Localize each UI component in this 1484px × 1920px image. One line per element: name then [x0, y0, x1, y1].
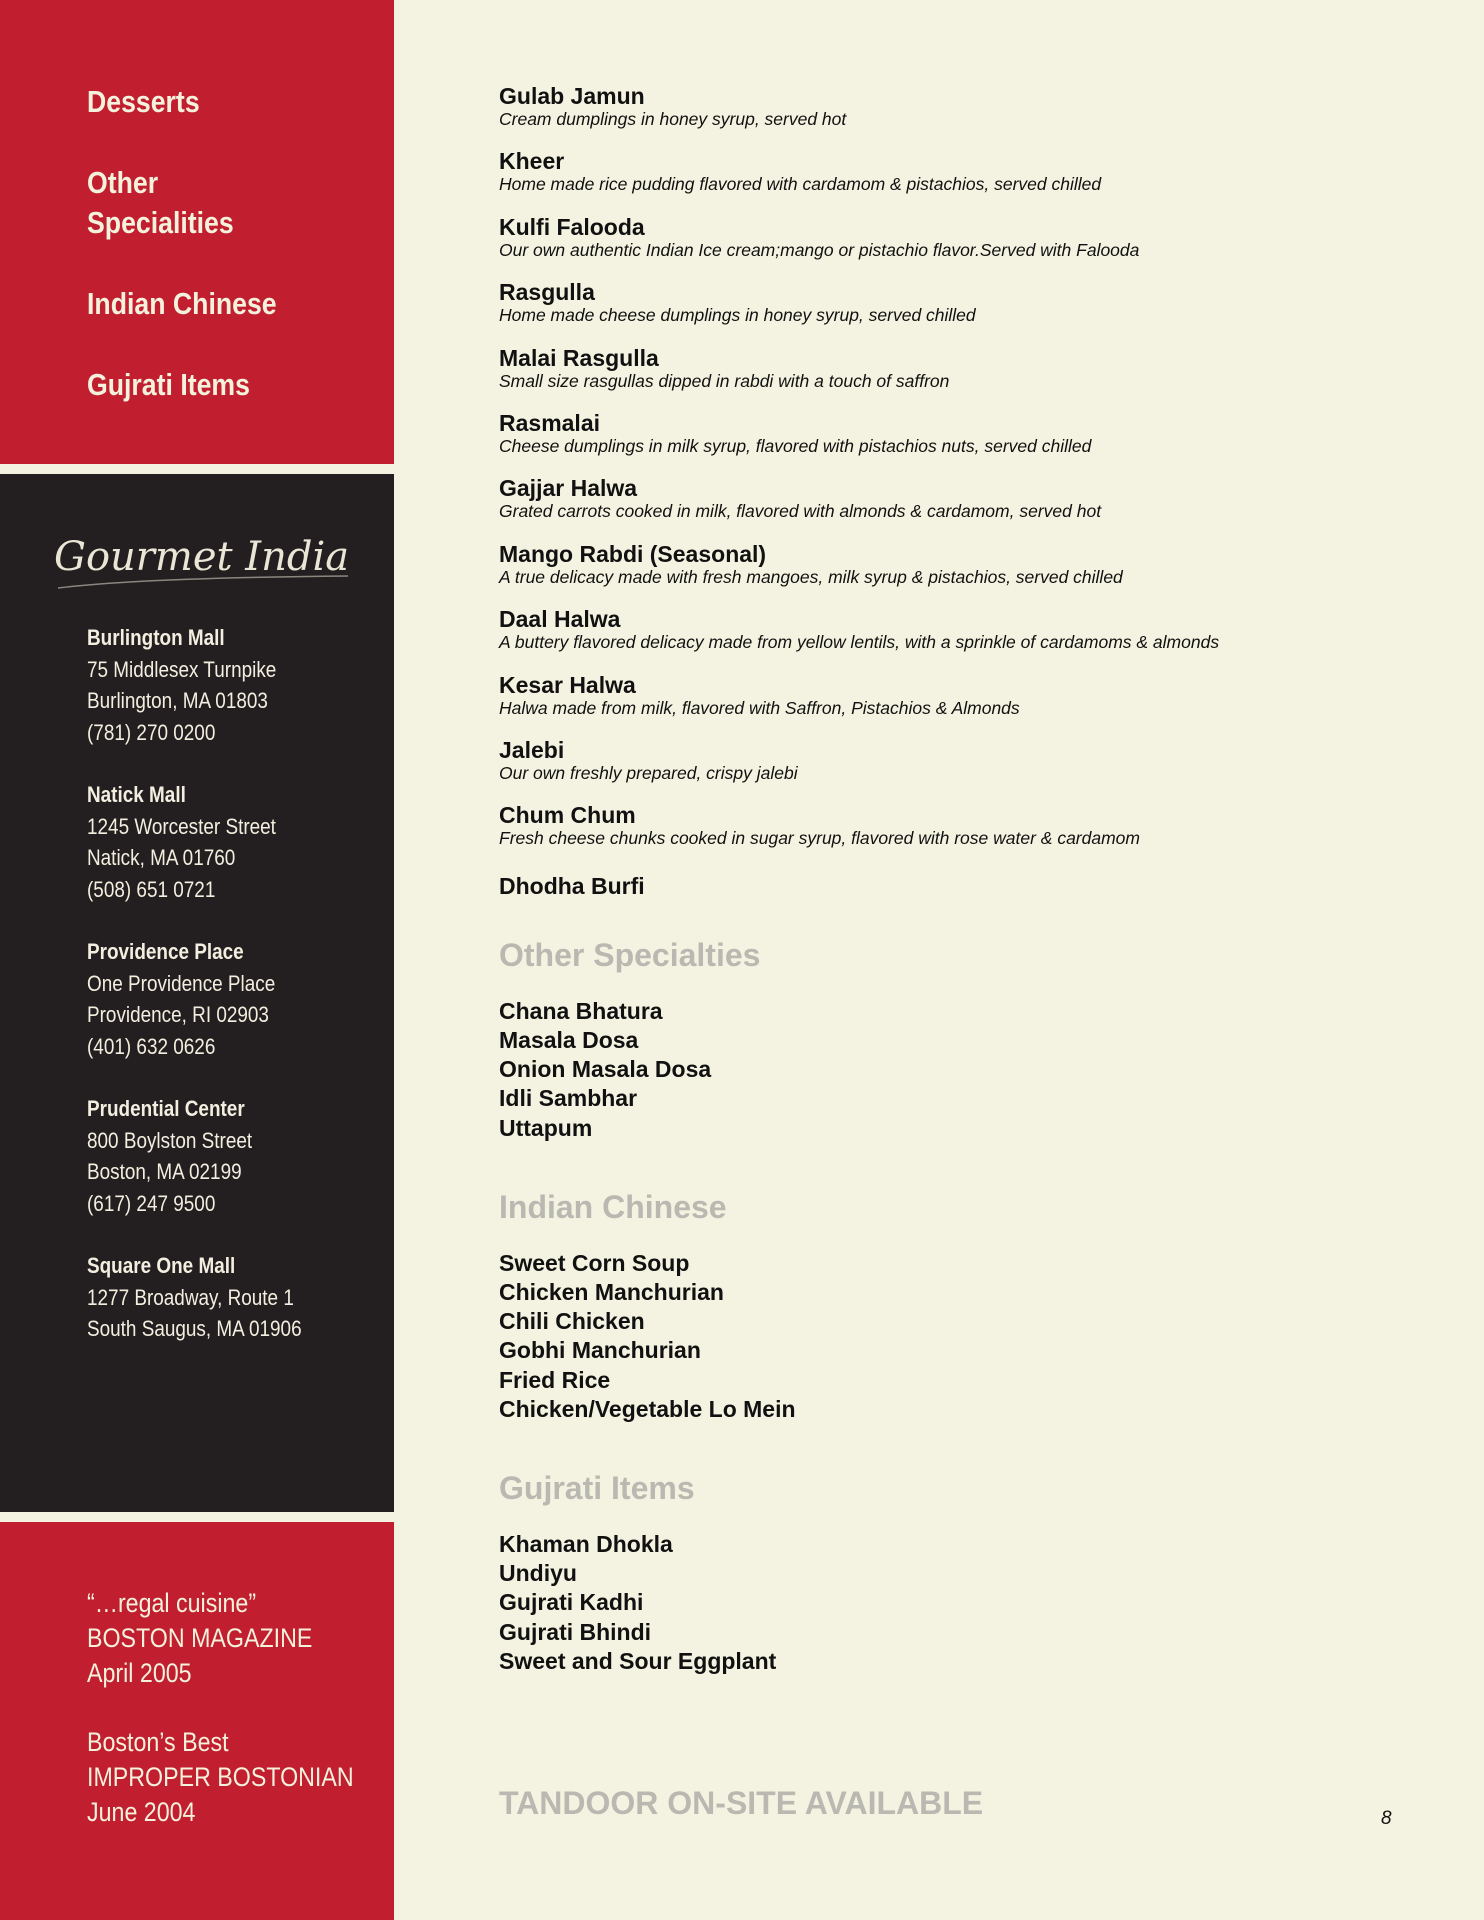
- dish-item: [499, 344, 1459, 409]
- dish-name: Daal Halwa: [499, 606, 621, 633]
- dish-description: Grated carrots cooked in milk, flavored with almonds & cardamom, served hot: [499, 501, 1102, 522]
- quote-source: IMPROPER BOSTONIAN: [87, 1762, 354, 1792]
- section-title: Gujrati Items: [499, 1469, 695, 1506]
- dish-name: Mango Rabdi (Seasonal): [499, 540, 767, 567]
- dish-description: Home made cheese dumplings in honey syrup, served chilled: [499, 305, 976, 326]
- location-street: 800 Boylston Street: [87, 1127, 253, 1153]
- dish-description: Cream dumplings in honey syrup, served hot: [499, 109, 847, 129]
- press-quotes: [87, 1586, 387, 1864]
- location-burlington: [87, 622, 387, 748]
- dish-name: Dhodha Burfi: [499, 872, 645, 899]
- nav-item-desserts[interactable]: Desserts: [87, 84, 200, 119]
- section-gujrati-items: [499, 1468, 1459, 1676]
- dish-description: A true delicacy made with fresh mangoes, milk syrup & pistachios, served chilled: [499, 566, 1123, 587]
- location-street: 1245 Worcester Street: [87, 813, 276, 839]
- dish-item: [499, 213, 1459, 278]
- location-city: Providence, RI 02903: [87, 1002, 269, 1027]
- list-item: Khaman Dhokla: [499, 1530, 673, 1557]
- location-natick: [87, 779, 387, 905]
- dish-item: [499, 671, 1459, 736]
- section-other-specialties: [499, 935, 1459, 1143]
- press-quote: [87, 1586, 387, 1691]
- dish-name: Rasmalai: [499, 409, 601, 436]
- list-item: Chicken Manchurian: [499, 1278, 724, 1305]
- location-city: South Saugus, MA 01906: [87, 1316, 302, 1341]
- dish-description: Small size rasgullas dipped in rabdi with a touch of saffron: [499, 370, 950, 391]
- item-list: [499, 997, 1459, 1143]
- dish-item: [499, 474, 1459, 539]
- list-item: Fried Rice: [499, 1366, 611, 1393]
- dish-description: Our own freshly prepared, crispy jalebi: [499, 762, 798, 783]
- gourmet-india-logo: [48, 510, 358, 600]
- dish-item: [499, 540, 1459, 605]
- location-phone[interactable]: (401) 632 0626: [87, 1033, 216, 1059]
- location-phone[interactable]: (617) 247 9500: [87, 1190, 216, 1216]
- location-phone[interactable]: (781) 270 0200: [87, 719, 216, 745]
- location-name: Prudential Center: [87, 1096, 245, 1121]
- location-providence: [87, 936, 387, 1062]
- list-item: Sweet and Sour Eggplant: [499, 1647, 777, 1674]
- quote-source: BOSTON MAGAZINE: [87, 1623, 313, 1653]
- location-street: 1277 Broadway, Route 1: [87, 1284, 294, 1310]
- list-item: Sweet Corn Soup: [499, 1249, 690, 1276]
- dish-name: Kulfi Falooda: [499, 213, 645, 240]
- list-item: Chicken/Vegetable Lo Mein: [499, 1395, 796, 1422]
- dish-item: [499, 867, 1459, 927]
- dish-name: Malai Rasgulla: [499, 344, 659, 371]
- list-item: Onion Masala Dosa: [499, 1056, 712, 1083]
- list-item: Uttapum: [499, 1114, 593, 1141]
- quote-text: “…regal cuisine”: [87, 1588, 257, 1618]
- dish-description: Halwa made from milk, flavored with Saffron, Pistachios & Almonds: [499, 697, 1020, 718]
- dish-name: Chum Chum: [499, 802, 636, 829]
- svg-text:Gourmet India: Gourmet India: [54, 534, 350, 580]
- dish-name: Kesar Halwa: [499, 671, 636, 698]
- section-nav: [87, 82, 387, 446]
- page-number: 8: [1381, 1808, 1392, 1829]
- menu-content: [499, 82, 1459, 1676]
- nav-item-other-specialities[interactable]: Other Specialities: [87, 165, 234, 240]
- section-indian-chinese: [499, 1187, 1459, 1424]
- location-prudential: [87, 1093, 387, 1219]
- location-name: Square One Mall: [87, 1253, 236, 1278]
- dish-item: [499, 605, 1459, 670]
- desserts-list: [499, 82, 1459, 927]
- dish-name: Gajjar Halwa: [499, 475, 638, 502]
- quote-date: April 2005: [87, 1658, 192, 1688]
- dish-description: Fresh cheese chunks cooked in sugar syrup, flavored with rose water & cardamom: [499, 828, 1140, 849]
- tandoor-notice: TANDOOR ON-SITE AVAILABLE: [499, 1785, 984, 1821]
- dish-item: [499, 82, 1459, 147]
- dish-name: Jalebi: [499, 736, 565, 763]
- item-list: [499, 1530, 1459, 1676]
- dish-item: [499, 147, 1459, 212]
- quote-date: June 2004: [87, 1797, 196, 1827]
- dish-name: Kheer: [499, 148, 565, 175]
- dish-name: Rasgulla: [499, 279, 595, 306]
- list-item: Gujrati Kadhi: [499, 1589, 644, 1616]
- dish-description: A buttery flavored delicacy made from yellow lentils, with a sprinkle of cardamoms & almonds: [499, 632, 1220, 653]
- list-item: Undiyu: [499, 1560, 577, 1587]
- dish-item: [499, 409, 1459, 474]
- list-item: Chana Bhatura: [499, 997, 663, 1024]
- nav-item-gujrati-items[interactable]: Gujrati Items: [87, 367, 250, 402]
- quote-text: Boston’s Best: [87, 1727, 229, 1757]
- list-item: Chili Chicken: [499, 1308, 645, 1335]
- nav-item-indian-chinese[interactable]: Indian Chinese: [87, 286, 277, 321]
- section-title: Other Specialties: [499, 936, 761, 973]
- dish-name: Gulab Jamun: [499, 83, 645, 109]
- location-city: Natick, MA 01760: [87, 845, 236, 870]
- location-name: Burlington Mall: [87, 625, 225, 650]
- location-phone[interactable]: (508) 651 0721: [87, 876, 216, 902]
- location-city: Burlington, MA 01803: [87, 688, 268, 713]
- location-street: 75 Middlesex Turnpike: [87, 656, 277, 682]
- list-item: Idli Sambhar: [499, 1085, 638, 1112]
- dish-description: Home made rice pudding flavored with cardamom & pistachios, served chilled: [499, 174, 1102, 195]
- list-item: Gobhi Manchurian: [499, 1337, 701, 1364]
- list-item: Masala Dosa: [499, 1026, 639, 1053]
- location-name: Natick Mall: [87, 782, 186, 807]
- dish-description: Cheese dumplings in milk syrup, flavored with pistachios nuts, served chilled: [499, 435, 1092, 456]
- location-square-one: [87, 1250, 387, 1345]
- dish-item: [499, 278, 1459, 343]
- location-name: Providence Place: [87, 939, 244, 964]
- dish-item: [499, 801, 1459, 866]
- item-list: [499, 1249, 1459, 1424]
- press-quote: [87, 1725, 387, 1830]
- locations-list: [87, 622, 387, 1376]
- location-street: One Providence Place: [87, 970, 276, 996]
- dish-item: [499, 736, 1459, 801]
- dish-description: Our own authentic Indian Ice cream;mango or pistachio flavor.Served with Falooda: [499, 239, 1140, 260]
- section-title: Indian Chinese: [499, 1188, 727, 1225]
- location-city: Boston, MA 02199: [87, 1159, 242, 1184]
- list-item: Gujrati Bhindi: [499, 1618, 652, 1645]
